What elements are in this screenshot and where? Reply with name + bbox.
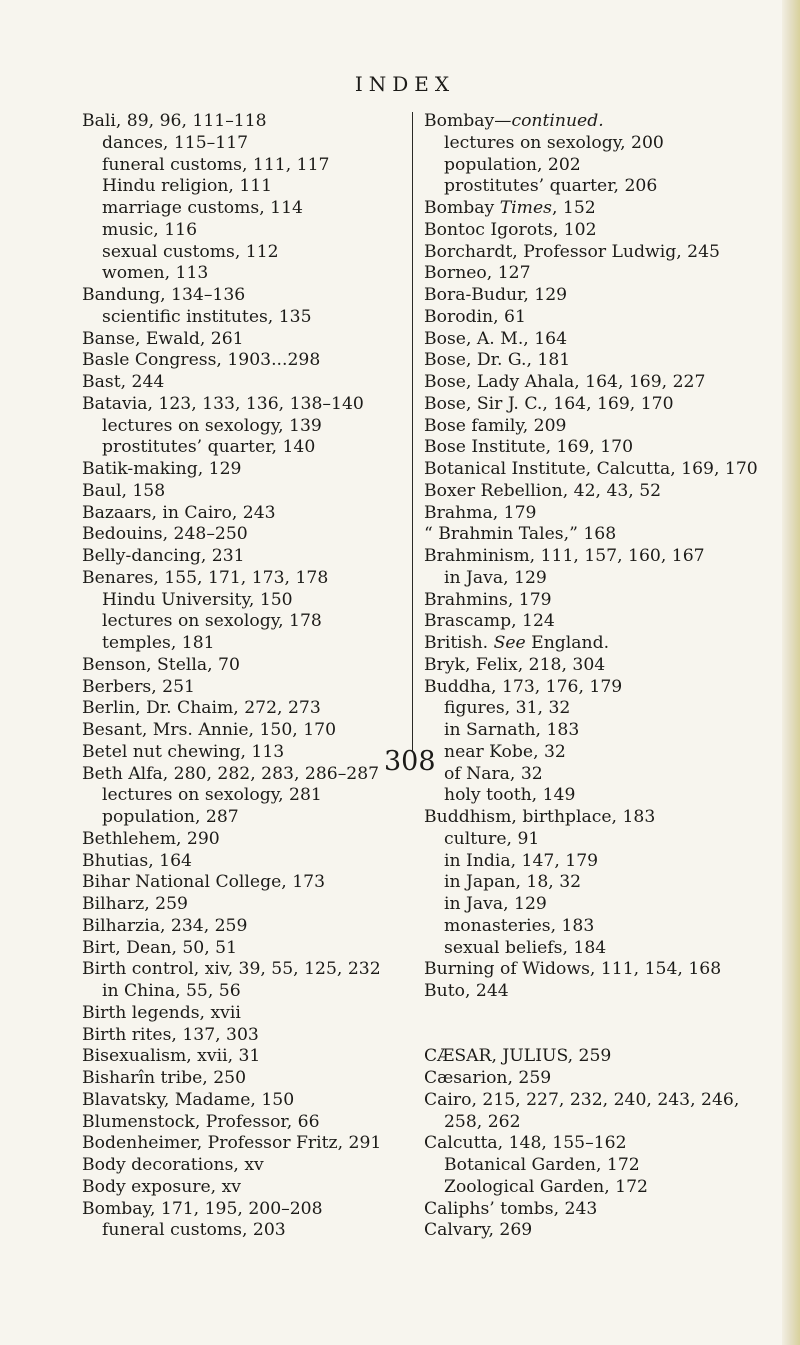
index-entry: Bihar National College, 173 bbox=[82, 872, 326, 893]
index-entry: Bose family, 209 bbox=[424, 415, 567, 436]
index-subentry: funeral customs, 111, 117 bbox=[102, 154, 330, 175]
index-subentry: Botanical Garden, 172 bbox=[444, 1155, 640, 1175]
index-entry: Borneo, 127 bbox=[424, 263, 531, 284]
index-entry: Blavatsky, Madame, 150 bbox=[82, 1089, 295, 1110]
index-subentry: in Java, 129 bbox=[444, 567, 547, 588]
index-entry: Bilharz, 259 bbox=[82, 894, 188, 914]
index-entry: Bedouins, 248–250 bbox=[82, 524, 248, 545]
index-subentry: dances, 115–117 bbox=[102, 132, 249, 153]
index-entry: Betel nut chewing, 113 bbox=[82, 741, 285, 762]
index-subentry: in Java, 129 bbox=[444, 894, 547, 914]
index-subentry: near Kobe, 32 bbox=[444, 741, 566, 762]
index-subentry: women, 113 bbox=[102, 263, 209, 284]
index-subentry: culture, 91 bbox=[444, 828, 540, 849]
index-entry: Bandung, 134–136 bbox=[82, 285, 246, 305]
index-subentry: funeral customs, 203 bbox=[102, 1220, 286, 1241]
page-number: 308 bbox=[384, 746, 436, 777]
index-subentry: Hindu religion, 111 bbox=[102, 176, 273, 197]
index-entry: Bombay Times, 152 bbox=[424, 198, 596, 218]
column-divider bbox=[412, 112, 413, 752]
index-subentry: lectures on sexology, 281 bbox=[102, 785, 322, 806]
index-subentry: holy tooth, 149 bbox=[444, 785, 576, 806]
index-subentry: music, 116 bbox=[102, 219, 198, 240]
index-entry: Bose Institute, 169, 170 bbox=[424, 437, 634, 458]
index-column-left bbox=[82, 111, 402, 1242]
index-entry: Belly-dancing, 231 bbox=[82, 546, 245, 566]
index-entry: Birth rites, 137, 303 bbox=[82, 1024, 259, 1045]
index-entry: Buddhism, birthplace, 183 bbox=[424, 807, 656, 827]
index-entry: Body decorations, xv bbox=[82, 1155, 264, 1175]
index-entry: Bose, A. M., 164 bbox=[424, 328, 568, 349]
index-entry: Bose, Lady Ahala, 164, 169, 227 bbox=[424, 372, 706, 392]
index-subentry: lectures on sexology, 178 bbox=[102, 611, 322, 632]
index-group-c bbox=[424, 1046, 789, 1242]
index-subentry: in China, 55, 56 bbox=[102, 981, 241, 1001]
index-entry: Benares, 155, 171, 173, 178 bbox=[82, 567, 329, 588]
index-entry: Cæsarion, 259 bbox=[424, 1068, 552, 1088]
index-entry: Brahma, 179 bbox=[424, 502, 537, 523]
index-subentry: lectures on sexology, 200 bbox=[444, 132, 664, 153]
index-entry: Bast, 244 bbox=[82, 372, 165, 392]
index-entry: Benson, Stella, 70 bbox=[82, 654, 240, 675]
index-entry: British. See England. bbox=[424, 633, 610, 653]
index-entry: Buddha, 173, 176, 179 bbox=[424, 676, 623, 697]
index-entry: Birth legends, xvii bbox=[82, 1002, 241, 1023]
index-entry: Bazaars, in Cairo, 243 bbox=[82, 502, 276, 523]
index-entry: Brahmins, 179 bbox=[424, 589, 552, 610]
index-subentry: in Sarnath, 183 bbox=[444, 720, 580, 740]
index-entry: Blumenstock, Professor, 66 bbox=[82, 1111, 320, 1132]
index-subentry: Zoological Garden, 172 bbox=[444, 1176, 648, 1197]
index-entry: Beth Alfa, 280, 282, 283, 286–287 bbox=[82, 763, 380, 784]
index-subentry: in Japan, 18, 32 bbox=[444, 872, 582, 893]
index-entry: Batik-making, 129 bbox=[82, 459, 242, 479]
index-subentry: marriage customs, 114 bbox=[102, 198, 303, 218]
index-subentry: lectures on sexology, 139 bbox=[102, 415, 322, 436]
index-subentry: Hindu University, 150 bbox=[102, 589, 293, 610]
page-title: INDEX bbox=[354, 72, 456, 96]
index-entry: Borchardt, Professor Ludwig, 245 bbox=[424, 241, 720, 262]
index-entry: CÆSAR, JULIUS, 259 bbox=[424, 1046, 612, 1067]
index-group-b bbox=[424, 111, 789, 1003]
index-entry: Bodenheimer, Professor Fritz, 291 bbox=[82, 1133, 382, 1154]
index-subentry: scientific institutes, 135 bbox=[102, 306, 312, 327]
section-gap bbox=[424, 1003, 789, 1047]
index-subentry: monasteries, 183 bbox=[444, 915, 595, 936]
index-entry: Borodin, 61 bbox=[424, 306, 526, 327]
index-entry: Brascamp, 124 bbox=[424, 611, 555, 632]
index-entry: Berbers, 251 bbox=[82, 676, 195, 697]
index-entry: Banse, Ewald, 261 bbox=[82, 328, 244, 349]
index-subentry: population, 287 bbox=[102, 807, 239, 827]
index-entry: Buto, 244 bbox=[424, 981, 509, 1001]
index-entry: Burning of Widows, 111, 154, 168 bbox=[424, 959, 722, 980]
index-entry: Bontoc Igorots, 102 bbox=[424, 219, 597, 240]
index-entry: Baul, 158 bbox=[82, 480, 166, 501]
index-subentry: temples, 181 bbox=[102, 633, 215, 653]
index-entry: Calvary, 269 bbox=[424, 1220, 533, 1241]
index-entry: Basle Congress, 1903...298 bbox=[82, 350, 321, 371]
index-entry: Bose, Sir J. C., 164, 169, 170 bbox=[424, 393, 674, 414]
index-subentry: prostitutes’ quarter, 206 bbox=[444, 176, 658, 197]
index-entry: Brahminism, 111, 157, 160, 167 bbox=[424, 546, 705, 566]
index-subentry: sexual beliefs, 184 bbox=[444, 937, 607, 958]
index-entry: Bisexualism, xvii, 31 bbox=[82, 1046, 261, 1067]
index-entry: Caliphs’ tombs, 243 bbox=[424, 1198, 598, 1219]
index-subentry: population, 202 bbox=[444, 154, 581, 175]
index-entry: Cairo, 215, 227, 232, 240, 243, 246, bbox=[424, 1089, 740, 1110]
index-subentry: sexual customs, 112 bbox=[102, 241, 279, 262]
index-entry: Botanical Institute, Calcutta, 169, 170 bbox=[424, 459, 758, 479]
index-entry: Bora-Budur, 129 bbox=[424, 285, 568, 305]
index-entry: Bethlehem, 290 bbox=[82, 828, 220, 849]
index-subentry: 258, 262 bbox=[444, 1111, 521, 1132]
index-subentry: figures, 31, 32 bbox=[444, 698, 571, 719]
index-entry: Bombay—continued. bbox=[424, 111, 604, 131]
index-subentry: of Nara, 32 bbox=[444, 763, 543, 784]
index-entry: Bali, 89, 96, 111–118 bbox=[82, 111, 267, 131]
index-entry: Bilharzia, 234, 259 bbox=[82, 915, 248, 936]
index-entry: Berlin, Dr. Chaim, 272, 273 bbox=[82, 698, 321, 719]
index-entry: Calcutta, 148, 155–162 bbox=[424, 1133, 627, 1154]
index-column-right bbox=[424, 111, 789, 1242]
index-subentry: in India, 147, 179 bbox=[444, 850, 599, 871]
index-entry: Boxer Rebellion, 42, 43, 52 bbox=[424, 480, 662, 501]
index-entry: “ Brahmin Tales,” 168 bbox=[424, 524, 617, 545]
index-entry: Bryk, Felix, 218, 304 bbox=[424, 654, 606, 675]
index-entry: Birt, Dean, 50, 51 bbox=[82, 937, 238, 958]
index-entry: Besant, Mrs. Annie, 150, 170 bbox=[82, 720, 337, 740]
index-entry: Bisharîn tribe, 250 bbox=[82, 1068, 247, 1088]
index-entry: Bose, Dr. G., 181 bbox=[424, 350, 571, 371]
index-entry: Birth control, xiv, 39, 55, 125, 232 bbox=[82, 959, 381, 980]
index-entry: Batavia, 123, 133, 136, 138–140 bbox=[82, 393, 364, 414]
index-entry: Bombay, 171, 195, 200–208 bbox=[82, 1198, 323, 1219]
index-entry: Bhutias, 164 bbox=[82, 850, 192, 871]
index-entry: Body exposure, xv bbox=[82, 1176, 241, 1197]
index-subentry: prostitutes’ quarter, 140 bbox=[102, 437, 316, 458]
